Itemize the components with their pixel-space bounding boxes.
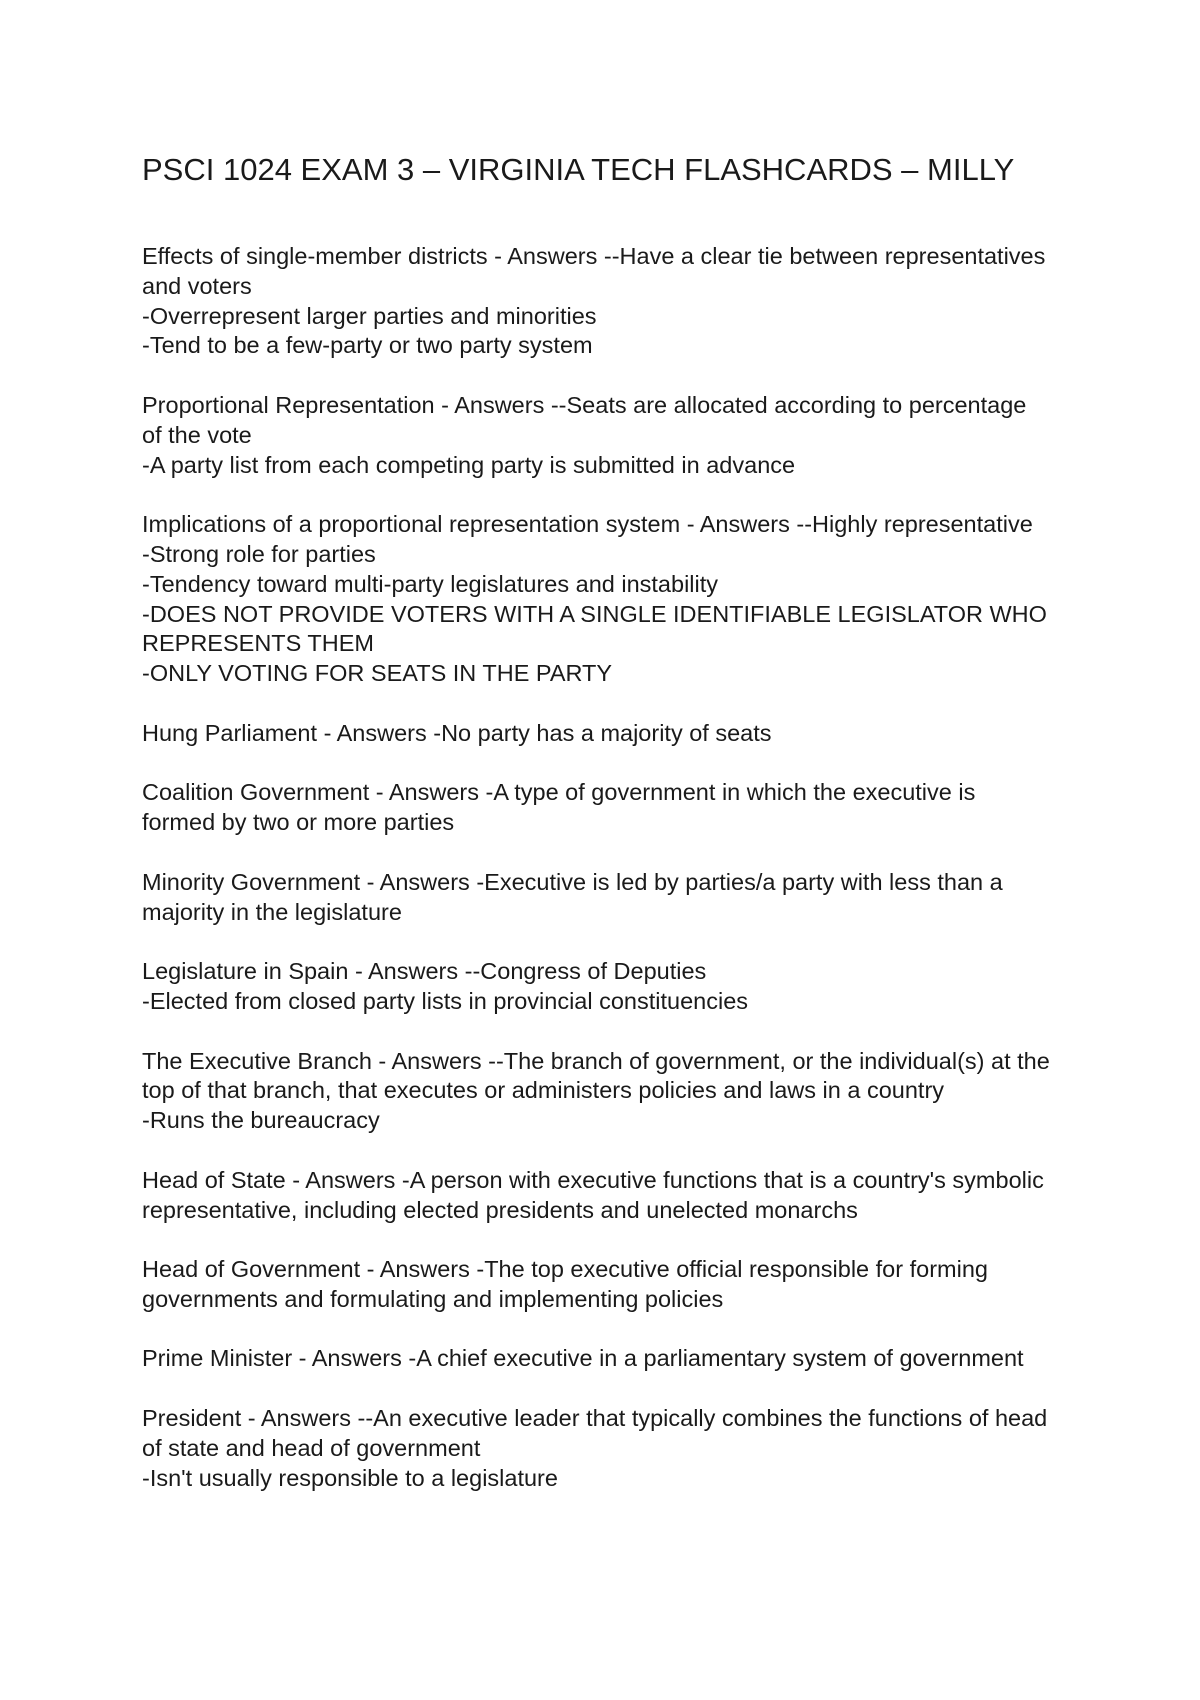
flashcard-answer-line: formed by two or more parties xyxy=(142,809,455,836)
flashcard-entry xyxy=(142,1047,1082,1136)
flashcard-term-line: Coalition Government - Answers -A type of government in which the executive is xyxy=(142,779,976,806)
flashcard-term-line: The Executive Branch - Answers --The branch of government, or the individual(s) at the xyxy=(142,1047,1050,1074)
flashcard-entry xyxy=(142,1344,1082,1374)
flashcard-answer-line: -Runs the bureaucracy xyxy=(142,1107,380,1134)
flashcard-term-line: Proportional Representation - Answers --Seats are allocated according to percentage xyxy=(142,391,1027,418)
flashcard-answer-line: -Strong role for parties xyxy=(142,540,376,567)
flashcard-term-line: President - Answers --An executive leader that typically combines the functions of head xyxy=(142,1405,1048,1432)
flashcard-answer-line: -Overrepresent larger parties and minorities xyxy=(142,302,597,329)
flashcard-answer-line: -Isn't usually responsible to a legislature xyxy=(142,1464,558,1491)
flashcard-entry xyxy=(142,391,1082,480)
flashcard-answer-line: majority in the legislature xyxy=(142,898,402,925)
flashcard-answer-line: top of that branch, that executes or administers policies and laws in a country xyxy=(142,1077,945,1104)
flashcard-term-line: Head of State - Answers -A person with executive functions that is a country's symbolic xyxy=(142,1166,1044,1193)
flashcard-entry xyxy=(142,1404,1082,1493)
flashcard-entry xyxy=(142,719,1082,749)
flashcard-answer-line: REPRESENTS THEM xyxy=(142,630,374,657)
flashcard-answer-line: representative, including elected presidents and unelected monarchs xyxy=(142,1196,858,1223)
flashcard-answer-line: -Elected from closed party lists in provincial constituencies xyxy=(142,987,749,1014)
flashcard-term-line: Legislature in Spain - Answers --Congress of Deputies xyxy=(142,958,707,985)
flashcard-term-line: Implications of a proportional representation system - Answers --Highly representative xyxy=(142,511,1033,538)
flashcard-answer-line: -ONLY VOTING FOR SEATS IN THE PARTY xyxy=(142,660,613,687)
flashcard-answer-line: -DOES NOT PROVIDE VOTERS WITH A SINGLE IDENTIFIABLE LEGISLATOR WHO xyxy=(142,600,1047,627)
flashcard-term-line: Prime Minister - Answers -A chief executive in a parliamentary system of government xyxy=(142,1345,1024,1372)
flashcard-term-line: Hung Parliament - Answers -No party has a majority of seats xyxy=(142,719,772,746)
flashcard-answer-line: governments and formulating and implementing policies xyxy=(142,1285,724,1312)
document-page xyxy=(142,150,1082,1523)
flashcard-entry xyxy=(142,1255,1082,1315)
flashcard-answer-line: of state and head of government xyxy=(142,1434,481,1461)
flashcard-entry xyxy=(142,778,1082,838)
flashcard-list xyxy=(142,242,1082,1493)
flashcard-answer-line: and voters xyxy=(142,272,252,299)
flashcard-answer-line: of the vote xyxy=(142,421,252,448)
flashcard-answer-line: -Tendency toward multi-party legislatures and instability xyxy=(142,570,719,597)
flashcard-entry xyxy=(142,868,1082,928)
flashcard-entry xyxy=(142,957,1082,1017)
flashcard-answer-line: -A party list from each competing party is submitted in advance xyxy=(142,451,796,478)
flashcard-answer-line: -Tend to be a few-party or two party system xyxy=(142,332,593,359)
flashcard-term-line: Effects of single-member districts - Answers --Have a clear tie between representatives xyxy=(142,243,1046,269)
flashcard-term-line: Head of Government - Answers -The top executive official responsible for forming xyxy=(142,1256,988,1283)
flashcard-entry xyxy=(142,510,1082,689)
flashcard-entry xyxy=(142,1166,1082,1226)
document-title: PSCI 1024 EXAM 3 – VIRGINIA TECH FLASHCARDS – MILLY xyxy=(142,152,1015,187)
flashcard-term-line: Minority Government - Answers -Executive is led by parties/a party with less than a xyxy=(142,868,1003,895)
flashcard-entry xyxy=(142,242,1082,361)
